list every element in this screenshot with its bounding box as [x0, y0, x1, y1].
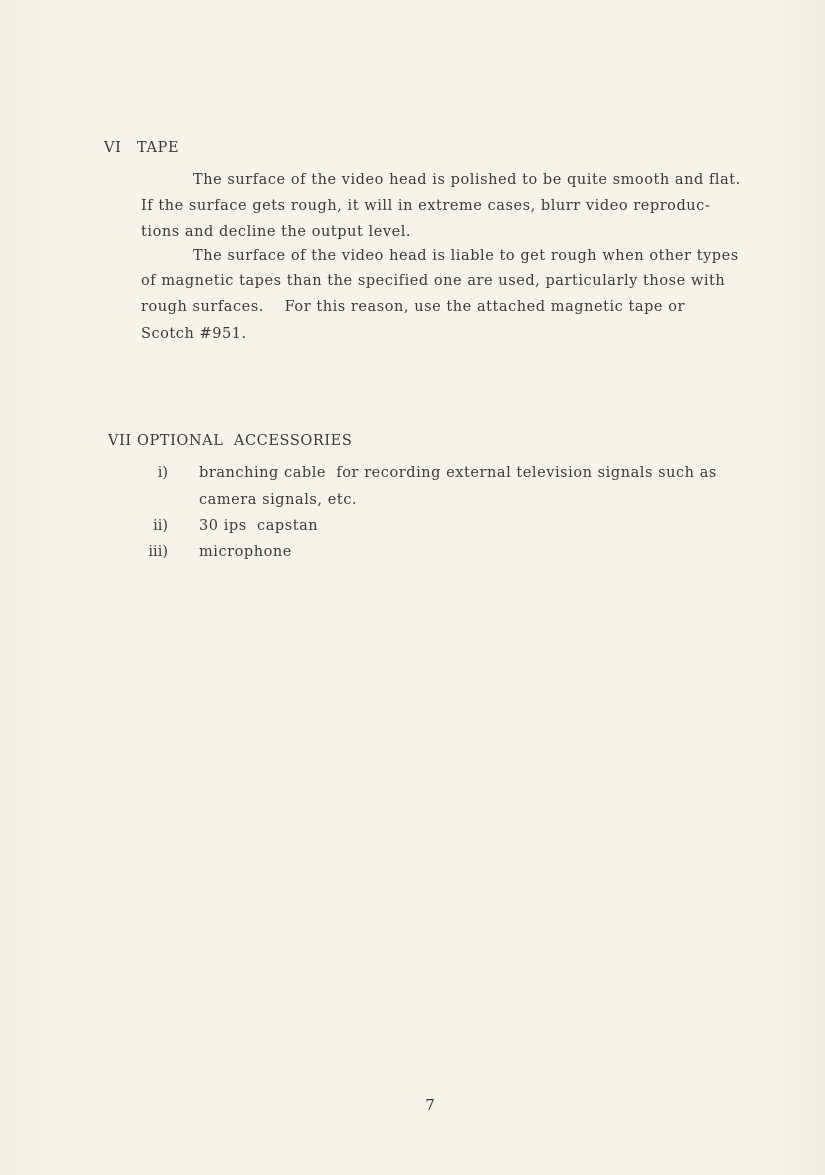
accessory-item-2-line-1: 30 ips capstan [199, 518, 319, 534]
section-vii-number: VII [108, 433, 132, 449]
accessory-item-1-number: i) [157, 465, 168, 481]
section-vi-line-6: rough surfaces. For this reason, use the attached magnetic tape or [141, 299, 685, 315]
accessory-item-1-line-1: branching cable for recording external television signals such as [199, 465, 717, 481]
accessory-item-2-number: ii) [153, 518, 168, 534]
section-vi-line-7: Scotch #951. [141, 326, 247, 342]
section-vi-line-3: tions and decline the output level. [141, 224, 412, 240]
section-vi-heading [104, 140, 179, 156]
accessory-item-3-line-1: microphone [199, 544, 292, 560]
section-vi-line-2: If the surface gets rough, it will in extreme cases, blurr video reproduc- [141, 198, 711, 214]
accessory-item-1-line-2: camera signals, etc. [199, 492, 358, 508]
section-vi-title: TAPE [137, 140, 180, 156]
section-vi-line-5: of magnetic tapes than the specified one are used, particularly those with [141, 273, 726, 289]
section-vi-line-4: The surface of the video head is liable to get rough when other types [193, 248, 739, 264]
accessory-item-3-number: iii) [148, 544, 168, 560]
section-vii-title: OPTIONAL ACCESSORIES [136, 433, 353, 449]
section-vii-heading [108, 433, 352, 449]
section-vi-number: VI [104, 140, 122, 156]
page-number: 7 [425, 1096, 435, 1114]
section-vi-line-1: The surface of the video head is polished to be quite smooth and flat. [193, 172, 741, 188]
